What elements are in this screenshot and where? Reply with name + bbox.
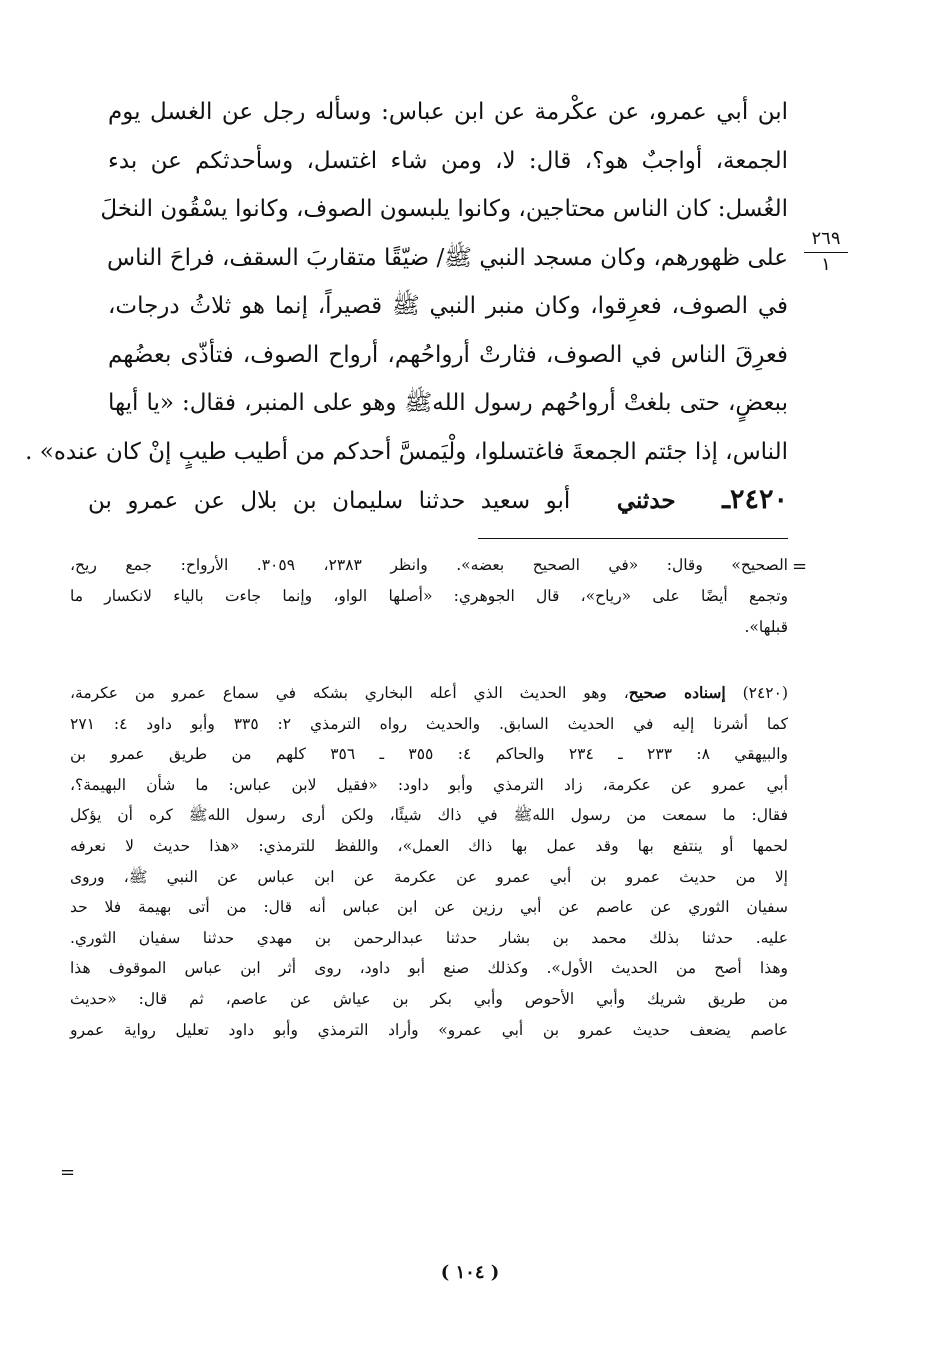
footnote-continued	[70, 550, 788, 642]
footnote-line: وتجمع أيضًا على «رياح»، قال الجوهري: «أصلها الواو، وإنما جاءت بالياء لانكسار ما	[70, 586, 788, 605]
hadith-2420-opening	[88, 476, 788, 525]
main-text-line: على ظهورهم، وكان مسجد النبي ﷺ/ ضيّقًا متقاربَ السقف، فراحَ الناس	[107, 244, 788, 271]
main-text-line: ابن أبي عمرو، عن عكْرمة عن ابن عباس: وسأله رجل عن الغسل يوم	[108, 99, 788, 125]
hadith-number: ٢٤٢٠ـ	[722, 484, 789, 515]
footnote-number: (٢٤٢٠)	[742, 684, 789, 702]
footnote-line: عاصم يضعف حديث عمرو بن أبي عمرو» وأراد الترمذي وأبو داود تعليل رواية عمرو	[70, 1020, 788, 1039]
margin-reference-rule	[804, 252, 848, 253]
footnote-2420	[70, 678, 788, 1045]
continuation-mark: =	[792, 556, 808, 577]
page-number: ( ١٠٤ )	[440, 1262, 500, 1283]
main-text-line: الغُسل: كان الناس محتاجين، وكانوا يلبسون الصوف، وكانوا يسْقُون النخلَ	[100, 196, 788, 222]
footnote-line: إلا من حديث عمرو بن أبي عمرو عن عكرمة عن ابن عباس عن النبي ﷺ، وروى	[70, 867, 788, 886]
footnote-line: أبي عمرو عن عكرمة، زاد الترمذي وأبو داود: «فقيل لابن عباس: ما شأن البهيمة؟،	[70, 775, 788, 794]
main-text-line: في الصوف، فعرِقوا، وكان منبر النبي ﷺ قصيراً، إنما هو ثلاثُ درجات،	[108, 293, 788, 319]
footnote-line: وهذا أصح من الحديث الأول». وكذلك صنع أبو داود، روى أثر ابن عباس الموقوف هذا	[70, 959, 788, 978]
footnote-line: فقال: ما سمعت من رسول اللهﷺ في ذاك شيئًا، ولكن أرى رسول اللهﷺ كره أن يؤكل	[70, 806, 788, 825]
footnote-line: الصحيح» وقال: «في الصحيح بعضه». وانظر ٢٣٨٣، ٣٠٥٩. الأرواح: جمع ريح،	[70, 556, 788, 574]
footnote-line: والبيهقي ٨: ٢٣٣ ـ ٢٣٤ والحاكم ٤: ٣٥٥ ـ ٣٥٦ كلهم من طريق عمرو بن	[70, 745, 789, 764]
main-text-line: الجمعة، أواجبٌ هو؟، قال: لا، ومن شاء اغتسل، وسأحدثكم عن بدء	[108, 147, 788, 174]
footnote-line: كما أشرنا إليه في الحديث السابق. والحديث رواه الترمذي ٢: ٣٣٥ وأبو داود ٤: ٢٧١	[70, 714, 788, 733]
footnote-line: قبلها».	[744, 617, 788, 636]
margin-page-reference	[798, 228, 854, 275]
main-text-block	[25, 88, 788, 476]
footnote-separator	[478, 538, 788, 539]
main-text-line: فعرِقَ الناس في الصوف، فثارتْ أرواحُهم، أرواح الصوف، فتأذّى بعضُهم	[108, 341, 788, 368]
footnote-line: سفيان الثوري عن عاصم عن أبي رزين عن ابن عباس أنه قال: من أتى بهيمة فلا حد	[70, 898, 788, 917]
footnote-line-text: ، وهو الحديث الذي أعله البخاري بشكه في سماع عمرو من عكرمة،	[70, 684, 629, 702]
footnote-line: من طريق شريك وأبي الأحوص وأبي بكر بن عياش عن عاصم، ثم قال: «حديث	[70, 989, 788, 1008]
margin-reference-sub: ١	[821, 254, 831, 275]
footnote-line: عليه. حدثنا بذلك محمد بن بشار حدثنا عبدالرحمن بن مهدي حدثنا سفيان الثوري.	[70, 928, 788, 947]
footnote-grading: إسناده صحيح	[628, 683, 726, 702]
hadith-narration-verb: حدثني	[616, 487, 676, 514]
continuation-mark: =	[60, 1162, 76, 1183]
main-text-line: الناس، إذا جئتم الجمعةَ فاغتسلوا، ولْيَمسَّ أحدكم من أطيب طيبٍ إنْ كان عنده» .	[25, 438, 788, 465]
hadith-chain-text: أبو سعيد حدثنا سليمان بن بلال عن عمرو بن	[88, 488, 571, 514]
footnote-line: لحمها أو ينتفع بها وقد عمل بها ذاك العمل»، واللفظ للترمذي: «هذا حديث لا نعرفه	[70, 836, 788, 855]
margin-reference-number: ٢٦٩	[811, 228, 841, 249]
footnote-line	[70, 678, 788, 709]
main-text-line: ببعضٍ، حتى بلغتْ أرواحُهم رسول اللهﷺ وهو على المنبر، فقال: «يا أيها	[108, 390, 788, 416]
